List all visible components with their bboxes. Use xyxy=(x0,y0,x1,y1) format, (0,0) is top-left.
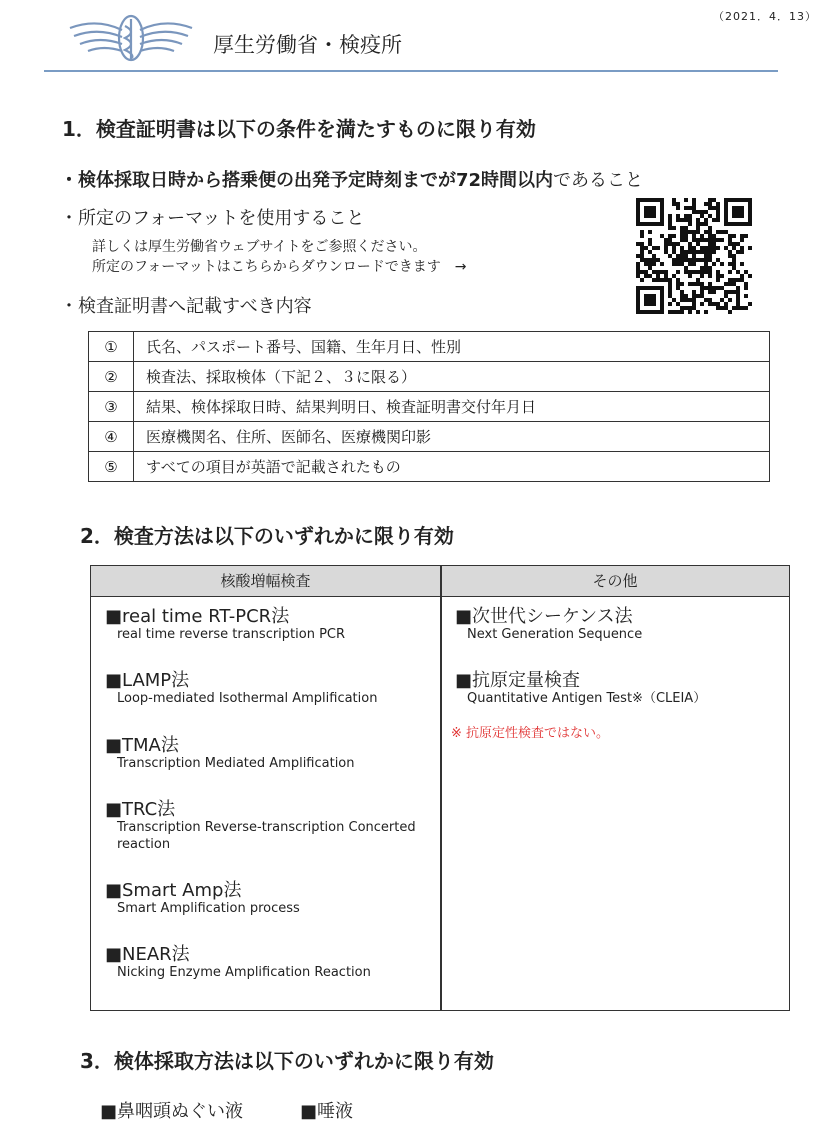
specimen-saliva: ■唾液 xyxy=(300,1101,354,1122)
methods-table xyxy=(90,565,790,1011)
method-description: Smart Amplification process xyxy=(117,901,300,916)
section2-title: 2．検査方法は以下のいずれかに限り有効 xyxy=(80,524,454,548)
contents-row-text: すべての項目が英語で記載されたもの xyxy=(134,452,770,482)
method-name: ■TRC法 xyxy=(105,799,176,820)
bullet-contents: ・検査証明書へ記載すべき内容 xyxy=(60,296,312,317)
organization-name: 厚生労働省・検疫所 xyxy=(213,33,402,57)
website-note: 詳しくは厚生労働省ウェブサイトをご参照ください。 xyxy=(92,239,427,255)
column-header-nucleic-acid: 核酸増幅検査 xyxy=(91,566,441,597)
section1-title: 1．検査証明書は以下の条件を満たすものに限り有効 xyxy=(62,117,536,141)
bullet-72-hours xyxy=(60,166,643,192)
contents-row-text: 医療機関名、住所、医師名、医療機関印影 xyxy=(134,422,770,452)
method-description: Nicking Enzyme Amplification Reaction xyxy=(117,965,371,980)
method-description: Loop-mediated Isothermal Amplification xyxy=(117,691,378,706)
antigen-note: ※ 抗原定性検査ではない。 xyxy=(451,726,610,741)
method-name: ■LAMP法 xyxy=(105,670,190,691)
date-label: （2021．4．13） xyxy=(713,10,817,23)
header-divider xyxy=(44,70,778,72)
method-name: ■抗原定量検査 xyxy=(455,670,581,691)
method-name: ■real time RT-PCR法 xyxy=(105,606,290,627)
contents-row xyxy=(89,392,770,422)
contents-row xyxy=(89,332,770,362)
contents-row-number: ④ xyxy=(89,422,134,452)
method-description: Quantitative Antigen Test※（CLEIA） xyxy=(467,691,707,706)
contents-table xyxy=(88,331,770,482)
column-divider xyxy=(440,566,442,1010)
contents-row xyxy=(89,362,770,392)
contents-row xyxy=(89,452,770,482)
contents-row-text: 結果、検体採取日時、結果判明日、検査証明書交付年月日 xyxy=(134,392,770,422)
column-header-other: その他 xyxy=(441,566,789,597)
method-description: Transcription Mediated Amplification xyxy=(117,756,355,771)
method-description: Next Generation Sequence xyxy=(467,627,643,642)
bullet-format: ・所定のフォーマットを使用すること xyxy=(60,208,365,229)
contents-row-number: ⑤ xyxy=(89,452,134,482)
method-name: ■Smart Amp法 xyxy=(105,880,242,901)
method-name: ■TMA法 xyxy=(105,735,179,756)
method-description: Transcription Reverse-transcription Concerted reaction xyxy=(117,820,416,852)
method-name: ■次世代シーケンス法 xyxy=(455,606,633,627)
method-name: ■NEAR法 xyxy=(105,944,190,965)
contents-row-text: 氏名、パスポート番号、国籍、生年月日、性別 xyxy=(134,332,770,362)
qr-code-icon[interactable] xyxy=(636,198,752,314)
quarantine-emblem-icon xyxy=(62,10,200,66)
contents-row xyxy=(89,422,770,452)
specimen-nasopharyngeal: ■鼻咽頭ぬぐい液 xyxy=(100,1101,244,1122)
download-note: 所定のフォーマットはこちらからダウンロードできます → xyxy=(92,259,467,275)
section3-title: 3．検体採取方法は以下のいずれかに限り有効 xyxy=(80,1049,494,1073)
method-description: real time reverse transcription PCR xyxy=(117,627,346,642)
bullet-72-hours-strong: ・検体採取日時から搭乗便の出発予定時刻までが72時間以内 xyxy=(60,170,554,191)
contents-row-number: ① xyxy=(89,332,134,362)
contents-row-number: ③ xyxy=(89,392,134,422)
contents-row-text: 検査法、採取検体（下記２、３に限る） xyxy=(134,362,770,392)
contents-row-number: ② xyxy=(89,362,134,392)
bullet-72-hours-rest: であること xyxy=(553,170,644,191)
